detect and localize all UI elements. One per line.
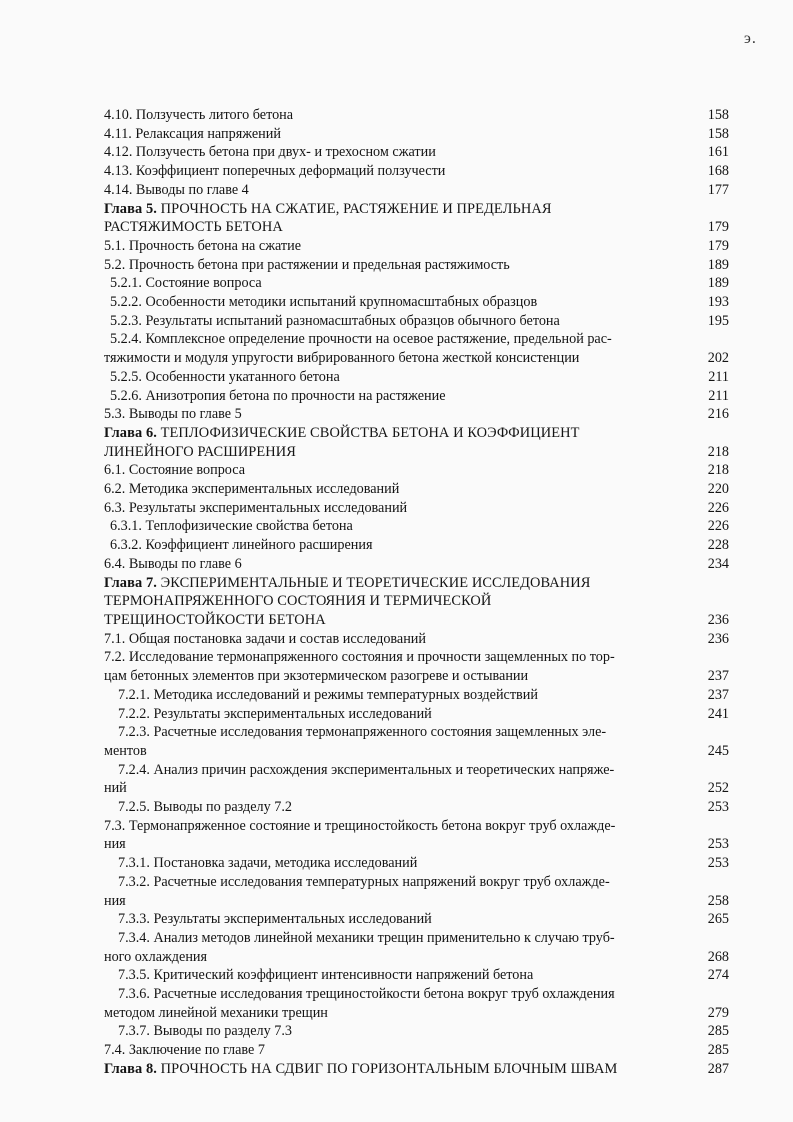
toc-entry-title <box>104 312 703 331</box>
toc-entry-title <box>104 630 703 649</box>
toc-page-number: 265 <box>707 911 729 928</box>
toc-entry-text: 6.2. Методика экспериментальных исследований <box>104 481 400 498</box>
toc-chapter-heading <box>104 200 729 237</box>
toc-entry-title <box>104 817 703 854</box>
toc-entry-title <box>104 330 703 367</box>
toc-entry-title <box>104 873 703 910</box>
toc-entry-text: 5.3. Выводы по главе 5 <box>104 406 242 423</box>
toc-entry <box>104 630 729 649</box>
toc-entry-title <box>104 125 703 144</box>
toc-page-number: 177 <box>707 181 729 198</box>
toc-entry-title <box>104 237 703 256</box>
toc-page-number: 226 <box>707 518 729 535</box>
toc-page-number: 226 <box>707 499 729 516</box>
toc-page-number: 195 <box>707 312 729 329</box>
toc-entry <box>104 480 729 499</box>
toc-entry <box>104 405 729 424</box>
toc-entry-title <box>104 705 703 724</box>
toc-entry <box>104 461 729 480</box>
toc-entry-title <box>104 499 703 518</box>
toc-entry-text: 7.3.2. Расчетные исследования температурных напряжений вокруг труб охлажде- ния <box>104 873 610 909</box>
toc-entry-title <box>104 480 703 499</box>
toc-entry <box>104 293 729 312</box>
toc-entry <box>104 536 729 555</box>
toc-page-number: 168 <box>707 163 729 180</box>
toc-entry-text: 7.3.6. Расчетные исследования трещиностойкости бетона вокруг труб охлаждения методом линейной механики трещин <box>104 986 615 1021</box>
toc-entry-text: 7.2.5. Выводы по разделу 7.2 <box>118 799 292 816</box>
toc-entry-text: 7.2. Исследование термонапряженного состояния и прочности защемленных по тор- цам бетонных элементов при экзотермическом разогреве и остывании <box>104 649 615 685</box>
toc-entry-text: 5.2.5. Особенности укатанного бетона <box>110 368 340 385</box>
toc-entry-text: 5.2.4. Комплексное определение прочности на осевое растяжение, предельной рас- тяжимости и модуля упругости вибрированного бетона жесткой консистенции <box>104 331 612 367</box>
chapter-label: Глава 8. <box>104 1060 161 1077</box>
toc-entry-text: 5.2.2. Особенности методики испытаний крупномасштабных образцов <box>110 294 538 311</box>
toc-entry <box>104 966 729 985</box>
toc-page-number: 237 <box>707 668 729 685</box>
toc-entry-text: ЭКСПЕРИМЕНТАЛЬНЫЕ И ТЕОРЕТИЧЕСКИЕ ИССЛЕДОВАНИЯ ТЕРМОНАПРЯЖЕННОГО СОСТОЯНИЯ И ТЕРМИЧЕСКОЙ ТРЕЩИНОСТОЙКОСТИ БЕТОНА <box>104 574 591 628</box>
toc-entry <box>104 873 729 910</box>
toc-page-number: 234 <box>707 555 729 572</box>
chapter-label: Глава 7. <box>104 574 161 591</box>
toc-entry-title <box>104 555 703 574</box>
chapter-label: Глава 6. <box>104 424 161 441</box>
toc-entry <box>104 368 729 387</box>
toc-entry-title <box>104 723 703 760</box>
toc-entry-text: 7.3.7. Выводы по разделу 7.3 <box>118 1023 292 1040</box>
toc-chapter-heading <box>104 424 729 461</box>
toc-page-number: 228 <box>707 537 729 554</box>
toc-entry-text: 7.4. Заключение по главе 7 <box>104 1042 265 1059</box>
chapter-label: Глава 5. <box>104 200 161 217</box>
toc-entry-text: 7.2.4. Анализ причин расхождения экспериментальных и теоретических напряже- ний <box>104 761 615 797</box>
toc-entry <box>104 910 729 929</box>
toc-entry-title <box>104 910 703 929</box>
toc-entry-title <box>104 1060 703 1079</box>
toc-entry-title <box>104 293 703 312</box>
toc-entry <box>104 256 729 275</box>
toc-entry <box>104 162 729 181</box>
toc-entry <box>104 761 729 798</box>
toc-entry-text: 7.2.2. Результаты экспериментальных исследований <box>118 705 432 722</box>
toc-entry-title <box>104 387 703 406</box>
toc-entry-text: 4.14. Выводы по главе 4 <box>104 181 249 198</box>
toc-entry-title <box>104 274 703 293</box>
toc-entry-title <box>104 181 703 200</box>
toc-entry <box>104 237 729 256</box>
toc-page-number: 158 <box>707 125 729 142</box>
toc-entry-title <box>104 106 703 125</box>
toc-entry <box>104 555 729 574</box>
toc-entry <box>104 985 729 1022</box>
toc-entry-title <box>104 517 703 536</box>
toc-page-number: 189 <box>707 275 729 292</box>
toc-entry-text: 7.2.1. Методика исследований и режимы температурных воздействий <box>118 686 538 703</box>
toc-page-number: 179 <box>707 219 729 236</box>
toc-entry-text: 4.10. Ползучесть литого бетона <box>104 107 294 123</box>
toc-entry <box>104 929 729 966</box>
toc-entry-text: 7.3.3. Результаты экспериментальных исследований <box>118 911 432 928</box>
toc-page-number: 258 <box>707 892 729 909</box>
toc-entry-text: 5.2.6. Анизотропия бетона по прочности на растяжение <box>110 387 446 404</box>
table-of-contents <box>104 106 729 1079</box>
toc-entry <box>104 517 729 536</box>
toc-entry-text: 7.3.5. Критический коэффициент интенсивности напряжений бетона <box>118 967 534 984</box>
toc-page-number: 252 <box>707 780 729 797</box>
toc-entry-text: 4.11. Релаксация напряжений <box>104 125 281 142</box>
toc-page-number: 161 <box>707 144 729 161</box>
toc-page-number: 218 <box>707 462 729 479</box>
toc-entry-title <box>104 686 703 705</box>
toc-entry <box>104 705 729 724</box>
toc-page-number: 211 <box>708 368 729 385</box>
toc-entry-text: 7.2.3. Расчетные исследования термонапряженного состояния защемленных эле- ментов <box>104 724 607 759</box>
toc-entry <box>104 854 729 873</box>
toc-entry <box>104 181 729 200</box>
page-corner-mark: э. <box>744 30 757 47</box>
toc-entry-text: ПРОЧНОСТЬ НА СДВИГ ПО ГОРИЗОНТАЛЬНЫМ БЛОЧНЫМ ШВАМ <box>160 1060 618 1077</box>
toc-page-number: 253 <box>707 855 729 872</box>
toc-entry <box>104 723 729 760</box>
toc-page-number: 285 <box>707 1042 729 1059</box>
toc-page-number: 268 <box>707 948 729 965</box>
toc-entry <box>104 274 729 293</box>
toc-entry-text: 5.1. Прочность бетона на сжатие <box>104 237 302 254</box>
toc-entry-title <box>104 461 703 480</box>
toc-entry <box>104 125 729 144</box>
toc-entry <box>104 1022 729 1041</box>
toc-chapter-heading <box>104 1060 729 1079</box>
toc-page-number: 218 <box>707 443 729 460</box>
toc-entry <box>104 312 729 331</box>
toc-entry <box>104 387 729 406</box>
toc-entry-title <box>104 200 703 237</box>
toc-entry <box>104 817 729 854</box>
toc-entry-title <box>104 854 703 873</box>
toc-page-number: 236 <box>707 630 729 647</box>
toc-entry-text: 5.2. Прочность бетона при растяжении и предельная растяжимость <box>104 256 510 273</box>
toc-page-number: 236 <box>707 611 729 628</box>
toc-page-number: 189 <box>707 256 729 273</box>
toc-entry <box>104 798 729 817</box>
toc-entry-title <box>104 798 703 817</box>
toc-entry-title <box>104 648 703 685</box>
toc-entry-text: 7.3. Термонапряженное состояние и трещиностойкость бетона вокруг труб охлажде- ния <box>104 817 616 853</box>
toc-entry <box>104 686 729 705</box>
toc-entry-text: 5.2.1. Состояние вопроса <box>110 275 262 292</box>
toc-entry-title <box>104 424 703 461</box>
toc-page-number: 287 <box>707 1060 729 1077</box>
toc-entry-text: 6.3.1. Теплофизические свойства бетона <box>110 518 353 535</box>
toc-entry <box>104 648 729 685</box>
toc-page-number: 279 <box>707 1004 729 1021</box>
toc-page-number: 202 <box>707 350 729 367</box>
toc-page-number: 211 <box>708 387 729 404</box>
toc-page-number: 241 <box>707 705 729 722</box>
toc-entry-title <box>104 256 703 275</box>
toc-entry-text: ТЕПЛОФИЗИЧЕСКИЕ СВОЙСТВА БЕТОНА И КОЭФФИЦИЕНТ ЛИНЕЙНОГО РАСШИРЕНИЯ <box>104 424 580 460</box>
toc-entry-title <box>104 1041 703 1060</box>
toc-chapter-heading <box>104 574 729 630</box>
toc-page-number: 245 <box>707 742 729 759</box>
toc-page-number: 158 <box>707 107 729 123</box>
toc-entry-text: 6.3. Результаты экспериментальных исследований <box>104 499 408 516</box>
toc-page-number: 274 <box>707 967 729 984</box>
toc-entry-title <box>104 1022 703 1041</box>
toc-entry-title <box>104 162 703 181</box>
toc-entry <box>104 330 729 367</box>
toc-entry-text: 4.13. Коэффициент поперечных деформаций ползучести <box>104 163 446 180</box>
toc-entry-text: 4.12. Ползучесть бетона при двух- и трехосном сжатии <box>104 144 436 161</box>
toc-entry-title <box>104 368 703 387</box>
toc-page-number: 285 <box>707 1023 729 1040</box>
toc-entry <box>104 143 729 162</box>
toc-entry-title <box>104 574 703 630</box>
toc-entry-title <box>104 929 703 966</box>
toc-page-number: 179 <box>707 237 729 254</box>
toc-page-number: 216 <box>707 406 729 423</box>
toc-page-number: 237 <box>707 686 729 703</box>
toc-entry-title <box>104 761 703 798</box>
toc-page-number: 193 <box>707 294 729 311</box>
toc-entry-text: 5.2.3. Результаты испытаний разномасштабных образцов обычного бетона <box>110 312 560 329</box>
toc-entry-title <box>104 985 703 1022</box>
toc-entry-text: 7.3.4. Анализ методов линейной механики трещин применительно к случаю труб- ного охлаждения <box>104 929 615 965</box>
toc-page-number: 220 <box>707 481 729 498</box>
toc-entry-text: 6.4. Выводы по главе 6 <box>104 555 242 572</box>
toc-entry <box>104 106 729 125</box>
toc-entry-text: ПРОЧНОСТЬ НА СЖАТИЕ, РАСТЯЖЕНИЕ И ПРЕДЕЛЬНАЯ РАСТЯЖИМОСТЬ БЕТОНА <box>104 200 552 236</box>
toc-entry <box>104 1041 729 1060</box>
toc-page-number: 253 <box>707 836 729 853</box>
toc-entry-title <box>104 143 703 162</box>
toc-entry <box>104 499 729 518</box>
toc-entry-text: 6.1. Состояние вопроса <box>104 462 246 479</box>
toc-entry-text: 7.1. Общая постановка задачи и состав исследований <box>104 630 426 647</box>
toc-entry-title <box>104 405 703 424</box>
toc-entry-text: 6.3.2. Коэффициент линейного расширения <box>110 537 373 554</box>
toc-page-number: 253 <box>707 799 729 816</box>
toc-entry-title <box>104 536 703 555</box>
toc-entry-text: 7.3.1. Постановка задачи, методика исследований <box>118 855 418 872</box>
toc-entry-title <box>104 966 703 985</box>
